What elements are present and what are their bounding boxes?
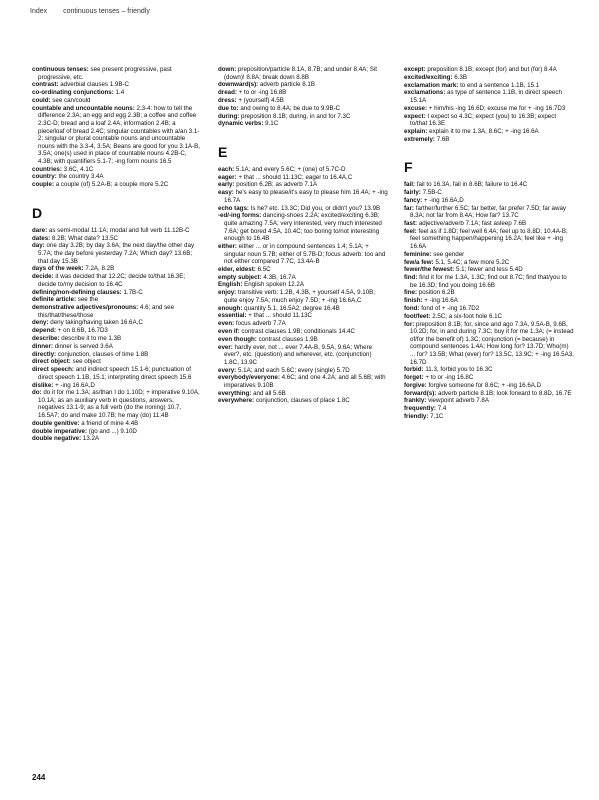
- entry-references: 5.1A; and every 5.6C; + (one) of 5.7C-D: [235, 165, 346, 173]
- entry-headword: finish:: [404, 297, 423, 305]
- entry-references: transitive verb: 1.2B, 4.3B, + yourself 4.5A, 9.10B; quite enjoy 7.5A; much enjoy 7.5D; + -ing 16.6A,C: [224, 289, 376, 304]
- index-entry: [218, 274, 388, 282]
- entry-references: hardly ever, not ... ever 7.4A-B, 9.5A, 9.6A; Where ever?, etc. (question) and wherever, etc. (conjunction) 1.8C, 13.9C: [224, 343, 373, 366]
- entry-references: conjunction, clauses of time 1.8B: [57, 350, 149, 358]
- entry-headword: exclamation mark:: [404, 81, 459, 89]
- entry-headword: due to:: [218, 104, 239, 112]
- entry-headword: depend:: [32, 327, 57, 335]
- index-entry: [218, 344, 388, 367]
- index-entry: [218, 243, 388, 266]
- index-entry: [32, 66, 202, 81]
- index-entry: [218, 367, 388, 375]
- index-entry: [218, 120, 388, 128]
- index-entry: [404, 205, 574, 220]
- index-entry: [32, 81, 202, 89]
- index-entry: [218, 81, 388, 89]
- index-entry: [32, 242, 202, 265]
- entry-references: 7.1C: [430, 413, 444, 420]
- entry-references: 3.6C, 4.1C: [63, 165, 94, 173]
- entry-references: 1.7B-C: [123, 288, 143, 296]
- entry-references: dancing-shoes 2.2A; excited/exciting 6.3B; quite amazing 7.5A; very interested, very much interested 7.6A; get bored 4.5A, 10.4C; too boring to/not interesting enough to 16.4B: [224, 212, 382, 243]
- entry-references: see object: [72, 358, 101, 366]
- index-entry: [404, 274, 574, 289]
- entry-headword: countries:: [32, 165, 62, 173]
- entry-references: preposition 8.1B; during, in and for 7.3C: [241, 112, 351, 120]
- index-entry: [404, 113, 574, 128]
- entry-references: + on 8.6B, 16.7D3: [57, 327, 108, 335]
- entry-references: fail to 16.3A, fail in 8.6B; failure to 16.4C: [416, 181, 528, 189]
- index-entry: [218, 336, 388, 344]
- entry-references: 4.3B, 16.7A: [263, 273, 296, 281]
- entry-headword: for:: [404, 320, 415, 328]
- entry-references: position 6.2B; as adverb 7.1A: [236, 181, 318, 189]
- entry-headword: everything:: [218, 389, 252, 397]
- index-entry: [404, 289, 574, 297]
- entry-headword: dare:: [32, 226, 48, 234]
- entry-headword: dinner:: [32, 342, 53, 350]
- index-entry: [404, 374, 574, 382]
- index-entry: [32, 235, 202, 243]
- index-entry: [218, 212, 388, 242]
- entry-headword: fond:: [404, 305, 420, 312]
- entry-references: adverb particle 8.1B: [259, 81, 315, 89]
- entry-references: see the: [77, 296, 99, 304]
- entry-references: deny taking/having taken 16.6A,C: [50, 319, 143, 327]
- entry-references: + -ing 16.6A: [424, 297, 458, 305]
- index-entry: [32, 382, 202, 390]
- entry-headword: far:: [404, 204, 414, 212]
- index-entry: [32, 97, 202, 105]
- header-section: Index: [30, 8, 48, 15]
- entry-references: preposition/particle 8.1A, 8.7B; and under 8.4A; Sit (down)! 8.8A; break down 8.8B: [224, 66, 377, 81]
- index-entry: [404, 259, 574, 267]
- index-entry: [218, 397, 388, 405]
- index-entry: [218, 66, 388, 81]
- entry-references: 7.4: [437, 405, 447, 413]
- index-entry: [404, 413, 574, 421]
- entry-references: English spoken 12.2A: [244, 281, 304, 289]
- entry-headword: even if:: [218, 327, 240, 335]
- entry-headword: even though:: [218, 335, 257, 343]
- index-entry: [218, 390, 388, 398]
- index-entry: [404, 82, 574, 90]
- entry-references: describe it to me 1.3B: [61, 335, 122, 342]
- entry-headword: except:: [404, 66, 426, 73]
- entry-headword: dynamic verbs:: [218, 120, 264, 128]
- entry-headword: empty subject:: [218, 273, 262, 281]
- entry-headword: forgive:: [404, 381, 427, 389]
- entry-headword: fast:: [404, 219, 418, 227]
- entry-references: and all 5.6B: [253, 389, 286, 397]
- entry-headword: friendly:: [404, 413, 429, 420]
- entry-headword: fail:: [404, 181, 416, 189]
- index-entry: [404, 136, 574, 144]
- index-entry: [218, 189, 388, 204]
- entry-headword: downward(s):: [218, 81, 259, 89]
- entry-references: + that ... should 11.13C; eager to 16.4A,C: [238, 173, 353, 181]
- entry-references: quantity 5.1, 16.5A2; degree 16.4B: [244, 304, 340, 312]
- index-entry: [32, 304, 202, 319]
- entry-headword: countable and uncountable nouns:: [32, 104, 135, 112]
- entry-headword: feminine:: [404, 250, 432, 258]
- index-entry: [218, 181, 388, 189]
- index-entry: [404, 390, 574, 398]
- entry-headword: foot/feet:: [404, 312, 431, 320]
- entry-headword: everybody/everyone:: [218, 374, 280, 382]
- index-entry: [32, 105, 202, 166]
- index-entry: [218, 105, 388, 113]
- index-entry: [218, 305, 388, 313]
- entry-headword: dread:: [218, 89, 237, 97]
- entry-headword: couple:: [32, 181, 55, 189]
- index-entry: [218, 89, 388, 97]
- entry-headword: double negative:: [32, 435, 82, 443]
- index-entry: [218, 312, 388, 320]
- entry-references: see gender: [433, 250, 465, 258]
- entry-references: 6.3B: [454, 73, 467, 81]
- index-entry: [32, 273, 202, 288]
- index-entry: [404, 313, 574, 321]
- index-entry: [404, 366, 574, 374]
- entry-references: to end a sentence 1.1B, 15.1: [460, 81, 540, 89]
- entry-headword: fancy:: [404, 196, 423, 204]
- entry-references: dinner is served 3.6A: [54, 342, 113, 350]
- entry-references: 11.3, forbid you to 16.3C: [425, 366, 493, 374]
- entry-headword: frequently:: [404, 405, 436, 413]
- entry-references: preposition 8.1B; for, since and ago 7.3A, 9.5A-B, 9.6B, 10.2D; for, in and during 7.3C; buy it for me 1.3A; (= instead of/for the benefit of) 1.3C; conjunction (= because) in compound sentences 1.4A; How long for? 13.7D; Who(m) ... for? 13.5B; What (ever) for? 13.5C, 13.9C; + -ing 16.5A3, 16.7D: [410, 320, 574, 366]
- page-number: 244: [32, 773, 46, 782]
- entry-references: 2.3-4: how to tell the difference 2.3A; an egg and egg 2.3B; a coffee and coffee 2.3C-D; bread and a loaf 2.4A; information 2.4B; a piece/loaf of bread 2.4C; singular countables with a/an 3.1-2; singular or plural countable nouns and uncountable nouns with the 3.3-4, 3.5A; Beans are good for you 3.1A-B, 3.5A; one(s) used in place of countable nouns 4.2B-C, 4.3B; with quantifiers 5.1-7; -ing form nouns 16.5: [38, 104, 201, 165]
- entry-headword: enough:: [218, 304, 243, 312]
- entry-references: focus adverb 7.7A: [235, 320, 286, 328]
- entry-references: explain it to me 1.3A, 8.6C; + -ing 16.6A: [429, 127, 539, 135]
- index-entry: [218, 166, 388, 174]
- entry-headword: deny:: [32, 319, 49, 327]
- entry-headword: few/a few:: [404, 258, 434, 266]
- index-entry: [32, 89, 202, 97]
- index-entry: [32, 173, 202, 181]
- entry-references: 5.1; fewer and less 5.4D: [455, 266, 523, 274]
- index-entry: [32, 389, 202, 419]
- entry-headword: dislike:: [32, 381, 54, 389]
- entry-headword: excited/exciting:: [404, 73, 453, 81]
- index-entry: [32, 319, 202, 327]
- index-entry: [404, 189, 574, 197]
- entry-references: 2.5C; a six-foot hole 6.1C: [432, 312, 503, 320]
- entry-references: see present progressive, past progressive, etc.: [38, 66, 172, 81]
- entry-headword: English:: [218, 281, 243, 289]
- entry-references: either ... or in compound sentences 1.4; 5.1A; + singular noun 5.7B; either of 5.7B-D; focus adverb: too and not either compared 7.7C, 13.4A-B: [224, 242, 386, 266]
- entry-headword: decide:: [32, 273, 54, 281]
- entry-headword: enjoy:: [218, 289, 237, 297]
- index-entry: [404, 74, 574, 82]
- entry-references: as type of sentence 1.1B, in direct speech 15.1A: [410, 89, 562, 104]
- entry-references: viewpoint adverb 7.8A: [428, 397, 489, 405]
- entry-headword: elder, eldest:: [218, 265, 256, 273]
- entry-references: 4.6C; and one 4.2A; and all 5.6B; with imperatives 9.10B: [224, 374, 386, 389]
- index-entry: [404, 321, 574, 367]
- entry-headword: dress:: [218, 96, 237, 104]
- entry-headword: describe:: [32, 335, 60, 342]
- entry-headword: demonstrative adjectives/pronouns:: [32, 304, 139, 312]
- index-entry: [32, 166, 202, 174]
- entry-references: 7.5B-C: [422, 189, 442, 197]
- index-entry: [218, 174, 388, 182]
- entry-references: contrast clauses 1.9B: [258, 335, 318, 343]
- entry-references: feel as if 1.8D; feel well 6.4A; feel up to 8.8D; 10.4A-B; feel something happen/happening 16.2A; feel like + -ing 16.6A: [410, 227, 568, 250]
- entry-references: as semi-modal 11.1A; modal and full verb 11.12B-C: [48, 226, 190, 234]
- index-entry: [32, 296, 202, 304]
- entry-headword: feel:: [404, 227, 417, 235]
- entry-headword: find:: [404, 274, 418, 282]
- entry-references: position 6.2B: [418, 289, 455, 297]
- index-entry: [32, 420, 202, 428]
- entry-references: + him/his -ing 16.6D; excuse me for + -ing 16.7D3: [428, 104, 566, 112]
- index-entry: [32, 366, 202, 381]
- index-entry: [218, 328, 388, 336]
- index-entry: [404, 297, 574, 305]
- entry-headword: days of the week:: [32, 265, 84, 273]
- entry-headword: continuous tenses:: [32, 66, 89, 73]
- entry-headword: echo tags:: [218, 204, 249, 212]
- index-entry: [404, 105, 574, 113]
- index-entry: [404, 405, 574, 413]
- entry-references: contrast clauses 1.9B; conditionals 14.4C: [241, 327, 355, 335]
- running-header: [30, 8, 164, 15]
- entry-references: 5.1A; and each 5.6C; every (single) 5.7D: [237, 366, 350, 374]
- index-entry: [404, 382, 574, 390]
- index-entry: [218, 374, 388, 389]
- entry-references: 5.1, 5.4C; a few more 5.2C: [435, 258, 510, 266]
- entry-references: 7.6B: [436, 135, 450, 143]
- entry-references: + that ... should 11.13C: [248, 312, 312, 320]
- entry-headword: contrast:: [32, 81, 59, 89]
- entry-references: a couple (of) 5.2A-B; a couple more 5.2C: [55, 181, 169, 189]
- index-entry: [32, 327, 202, 335]
- entry-headword: down:: [218, 66, 237, 73]
- entry-headword: early:: [218, 181, 235, 189]
- index-entry: [404, 128, 574, 136]
- entry-references: adverbial clauses 1.9B-C: [60, 81, 130, 89]
- entry-references: and owing to 8.4A; be due to 9.9B-C: [240, 104, 341, 112]
- entry-headword: even:: [218, 320, 235, 328]
- entry-headword: co-ordinating conjunctions:: [32, 89, 114, 97]
- entry-headword: excuse:: [404, 104, 428, 112]
- entry-headword: forbid:: [404, 366, 424, 374]
- section-letter: F: [404, 159, 413, 176]
- index-entry: [32, 265, 202, 273]
- index-column-3: [404, 66, 574, 421]
- index-entry: [32, 343, 202, 351]
- entry-headword: every:: [218, 366, 237, 374]
- entry-headword: expect:: [404, 112, 426, 120]
- entry-headword: direct object:: [32, 358, 71, 366]
- entry-references: + to or -ing 16.8B: [238, 89, 287, 97]
- index-entry: [218, 289, 388, 304]
- entry-references: 7.2A, 8.2B: [85, 265, 115, 273]
- entry-references: see can/could: [52, 96, 91, 104]
- index-entry: [32, 435, 202, 443]
- entry-references: find it for me 1.3A, 1.3C; find out 8.7C; find that/you to be 16.3D; find you doing 16.6B: [410, 274, 567, 289]
- index-entry: [32, 181, 202, 189]
- index-entry: [404, 220, 574, 228]
- entry-references: one day 3.2B; by day 3.6A; the next day/the other day 5.7A; the day before yesterday 7.2A; Which day? 13.6B; that day 15.3B: [38, 242, 195, 265]
- entry-headword: everywhere:: [218, 397, 255, 405]
- entry-headword: forward(s):: [404, 389, 437, 397]
- entry-headword: extremely:: [404, 135, 435, 143]
- index-entry: [218, 113, 388, 121]
- entry-headword: eager:: [218, 173, 237, 181]
- entry-headword: could:: [32, 96, 51, 104]
- index-entry: [404, 66, 574, 74]
- entry-headword: ever:: [218, 343, 233, 351]
- entry-headword: definite article:: [32, 296, 77, 304]
- entry-headword: country:: [32, 173, 57, 181]
- index-entry: [32, 351, 202, 359]
- entry-references: farther/further 6.5C; far better, far prefer 7.5D; far away 8.3A; not far from 8.4A; How far? 13.7C: [410, 204, 567, 220]
- entry-headword: explain:: [404, 127, 428, 135]
- entry-headword: direct speech:: [32, 366, 74, 374]
- entry-headword: double genitive:: [32, 419, 80, 427]
- entry-headword: directly:: [32, 350, 57, 358]
- index-entry: [32, 227, 202, 235]
- entry-headword: either:: [218, 242, 237, 250]
- index-entry: [218, 97, 388, 105]
- entry-references: fond of + -ing 16.7D2: [421, 305, 480, 312]
- index-entry: [218, 266, 388, 274]
- entry-references: 6.5C: [257, 265, 271, 273]
- section-letter: D: [32, 204, 43, 221]
- index-entry: [404, 397, 574, 405]
- entry-references: I expect so 4.3C; expect (you) to 16.3B; expect to/that 16.3E: [410, 112, 557, 128]
- entry-headword: dates:: [32, 234, 51, 242]
- entry-headword: during:: [218, 112, 240, 120]
- index-entry: [32, 358, 202, 366]
- index-column-2: [218, 66, 388, 405]
- entry-headword: defining/non-defining clauses:: [32, 288, 122, 296]
- index-entry: [404, 181, 574, 189]
- index-entry: [404, 197, 574, 205]
- index-entry: [218, 281, 388, 289]
- entry-headword: each:: [218, 165, 235, 173]
- entry-headword: frankly:: [404, 397, 427, 405]
- entry-references: (go and ...) 9.10D: [88, 427, 137, 435]
- index-column-1: [32, 66, 202, 443]
- section-letter: E: [218, 143, 228, 160]
- entry-references: 13.2A: [82, 435, 100, 443]
- index-entry: [404, 228, 574, 251]
- entry-headword: forget:: [404, 374, 424, 382]
- entry-references: 4.6; and see this/that/these/those: [38, 304, 175, 319]
- entry-references: a friend of mine 4.4B: [81, 419, 139, 427]
- entry-references: forgive someone for 8.6C; + -ing 16.6A,D: [428, 381, 542, 389]
- entry-headword: day:: [32, 242, 45, 250]
- entry-headword: do:: [32, 389, 42, 397]
- entry-headword: fine:: [404, 289, 418, 297]
- index-entry: [32, 289, 202, 297]
- index-entry: [32, 428, 202, 436]
- entry-references: the country 3.4A: [58, 173, 104, 181]
- entry-headword: exclamations:: [404, 89, 446, 97]
- entry-headword: double imperative:: [32, 427, 88, 435]
- entry-references: Is he? etc. 13.3C; Did you, or didn't you? 13.9B: [250, 204, 381, 212]
- entry-references: + -ing 16.6A,D: [55, 381, 95, 389]
- entry-references: do it for me 1.3A; as/than I do 1.10D; + imperative 9.10A, 10.1A; as an auxiliary verb in questions, answers, negatives 13.1-9; as a full verb (do the ironing) 10.7, 16.5A7; do and make 10.7B; he may (do) 11.4B: [38, 389, 200, 420]
- index-entry: [32, 335, 202, 343]
- index-entry: [404, 305, 574, 313]
- header-range: continuous tenses – friendly: [63, 8, 150, 15]
- entry-headword: easy:: [218, 189, 234, 197]
- entry-references: 8.2B; What date? 13.5C: [51, 234, 119, 242]
- entry-references: + to or -ing 16.8C: [425, 374, 474, 382]
- entry-headword: essential:: [218, 312, 247, 320]
- entry-references: adverb particle 8.1B; look forward to 8.8D, 16.7E: [438, 389, 572, 397]
- entry-references: he's easy to please/it's easy to please him 16.4A; + -ing 16.7A: [224, 189, 388, 204]
- index-entry: [218, 205, 388, 213]
- entry-references: + (yourself) 4.5B: [238, 96, 284, 104]
- entry-headword: -ed/-ing forms:: [218, 212, 262, 220]
- entry-references: 9.1C: [265, 120, 279, 128]
- index-entry: [218, 320, 388, 328]
- entry-references: it was decided that 12.2C; decide to/that 16.3E; decide to/my decision to 16.4C: [38, 273, 186, 288]
- entry-headword: fairly:: [404, 189, 421, 197]
- entry-references: and indirect speech 15.1-6; punctuation of direct speech 1.1B, 15.1; interpreting direct speech 15.6: [38, 366, 192, 381]
- index-entry: [404, 266, 574, 274]
- entry-headword: fewer/the fewest:: [404, 266, 455, 274]
- index-entry: [404, 251, 574, 259]
- entry-references: 1.4: [115, 89, 125, 97]
- entry-references: preposition 8.1B; except (for) and but (for) 8.4A: [427, 66, 557, 73]
- entry-references: + -ing 16.6A,D: [423, 196, 464, 204]
- entry-references: conjunction, clauses of place 1.8C: [255, 397, 350, 405]
- index-entry: [404, 89, 574, 104]
- entry-references: adjective/adverb 7.1A; fast asleep 7.6B: [418, 219, 527, 227]
